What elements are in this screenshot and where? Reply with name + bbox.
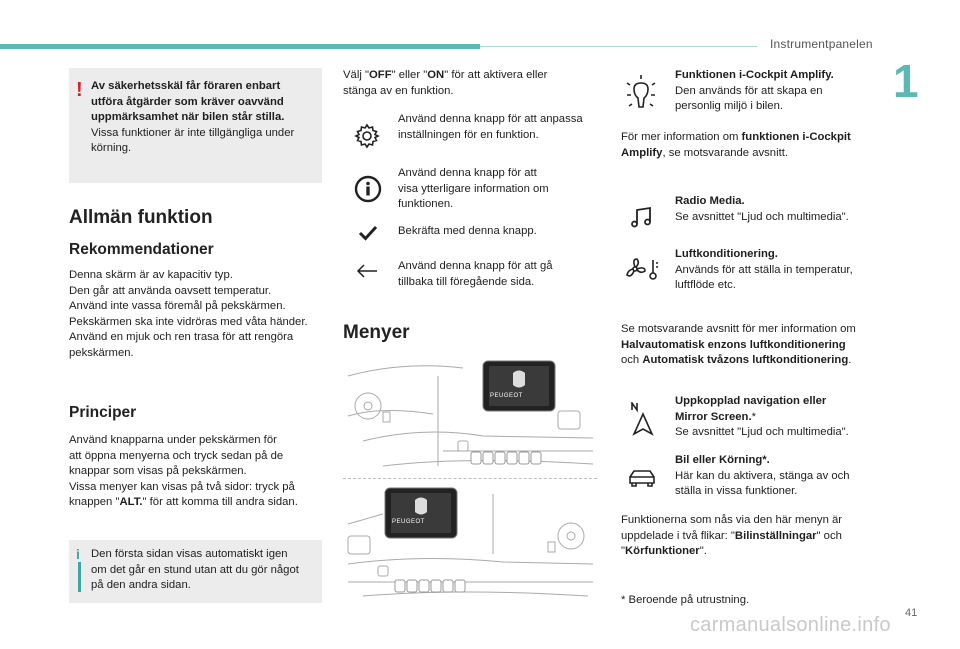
rekommendationer-text	[69, 268, 329, 361]
text-line: Här kan du aktivera, stänga av och	[675, 469, 850, 482]
text-line: Den används för att skapa en	[675, 84, 823, 97]
principer-heading: Principer	[69, 404, 137, 421]
text-fragment: "	[621, 545, 626, 557]
warning-bold-line: uppmärksamhet när bilen står stilla.	[91, 111, 285, 123]
warning-line: Vissa funktioner är inte tillgängliga under	[91, 126, 295, 139]
text-fragment: .	[848, 354, 852, 366]
text-line: luftflöde etc.	[675, 279, 736, 291]
feature-title: Luftkonditionering.	[675, 248, 778, 260]
text-fragment: För mer information om	[621, 131, 742, 143]
info-text	[91, 547, 319, 594]
warning-text	[91, 79, 319, 157]
text-line: knappar som visas på pekskärmen.	[69, 465, 247, 477]
gear-description	[398, 112, 598, 143]
text-fragment: funktionen i-Cockpit	[741, 131, 851, 143]
chapter-number: 1	[893, 55, 919, 107]
menyer-heading: Menyer	[343, 322, 410, 343]
text-line: Den första sidan visas automatiskt igen	[91, 548, 288, 560]
text-line: visa ytterligare information om	[398, 182, 549, 195]
text-line	[343, 68, 593, 84]
i-cockpit-amplify-icon	[624, 73, 658, 117]
text-line: Använd denna knapp för att	[398, 167, 537, 179]
dashboard-illustration-top	[343, 356, 597, 474]
text-line: Vissa menyer kan visas på två sidor: tryck på	[69, 480, 295, 493]
text-line: stänga av en funktion.	[343, 84, 454, 97]
text-line: tillbaka till föregående sida.	[398, 275, 535, 288]
text-fragment: och	[621, 354, 643, 366]
text-line	[621, 146, 881, 162]
header-accent-line	[480, 46, 757, 47]
on-label: ON	[427, 69, 445, 81]
warning-bold-line: Av säkerhetsskäl får föraren enbart	[91, 80, 281, 92]
text-line: Använd inte vassa föremål på pekskärmen.	[69, 300, 286, 312]
back-description	[398, 259, 598, 290]
navigation-arrow-icon	[630, 402, 656, 436]
text-fragment: Välj "	[343, 69, 369, 81]
text-fragment: " eller "	[391, 69, 428, 81]
bil-korning-text	[675, 453, 895, 500]
funktioner-text	[621, 513, 901, 560]
text-line: Funktionerna som nås via den här menyn är	[621, 514, 843, 526]
text-fragment: Amplify	[621, 146, 663, 159]
text-line: pekskärmen.	[69, 346, 134, 359]
settings-gear-icon	[354, 123, 380, 149]
rekommendationer-heading: Rekommendationer	[69, 241, 214, 258]
feature-title: Funktionen i-Cockpit Amplify.	[675, 69, 834, 81]
back-arrow-icon	[356, 262, 378, 280]
text-fragment: , se motsvarande avsnitt.	[662, 146, 789, 159]
text-line: personlig miljö i bilen.	[675, 100, 783, 112]
text-line: funktionen.	[398, 198, 454, 210]
text-line: Använd knapparna under pekskärmen för	[69, 434, 277, 446]
dashboard-illustration-bottom	[343, 484, 597, 604]
text-fragment: " för att komma till andra sidan.	[142, 496, 298, 508]
text-line: Använd en mjuk och ren trasa för att rengöra	[69, 331, 294, 343]
fan-temperature-icon	[624, 256, 660, 282]
radio-media-text	[675, 194, 895, 225]
i-cockpit-text	[675, 68, 895, 115]
text-line: Se avsnittet "Ljud och multimedia".	[675, 210, 849, 223]
car-icon	[627, 468, 657, 488]
klimat-text	[675, 247, 895, 294]
warning-line: körning.	[91, 142, 132, 154]
text-fragment: ".	[699, 545, 707, 557]
text-line	[621, 544, 901, 560]
text-line	[69, 495, 329, 511]
text-line: att öppna menyerna och tryck sedan på de	[69, 449, 284, 462]
text-line: inställningen för en funktion.	[398, 128, 539, 141]
off-label: OFF	[369, 69, 392, 81]
info-description	[398, 166, 598, 213]
text-line: Använd denna knapp för att anpassa	[398, 113, 583, 125]
text-line: Bekräfta med denna knapp.	[398, 225, 537, 237]
checkmark-icon	[358, 225, 378, 241]
feature-title-line	[675, 410, 895, 426]
text-line: Denna skärm är av kapacitiv typ.	[69, 269, 233, 281]
text-line: Använd denna knapp för att gå	[398, 260, 553, 272]
text-line	[621, 353, 901, 369]
text-fragment: Mirror Screen.	[675, 410, 752, 423]
info-circle-icon	[354, 175, 382, 203]
alt-label: ALT.	[119, 496, 143, 508]
warning-icon: !	[76, 79, 83, 101]
warning-bold-line: utföra åtgärder som kräver oavvänd	[91, 95, 284, 108]
text-line: Halvautomatisk enzons luftkonditionering	[621, 338, 846, 351]
valj-text	[343, 68, 593, 99]
screen-brand-top: PEUGEOT	[490, 393, 523, 399]
music-note-icon	[630, 205, 654, 229]
text-fragment: Automatisk tvåzons luftkonditionering	[642, 354, 849, 366]
text-line: Se motsvarande avsnitt för mer information om	[621, 323, 856, 335]
text-line: ställa in vissa funktioner.	[675, 485, 798, 497]
more-info-text	[621, 130, 881, 161]
header-accent-bar	[0, 44, 480, 49]
tab-name: Bilinställningar	[734, 529, 817, 542]
footnote: * Beroende på utrustning.	[621, 594, 750, 606]
text-line: på den andra sidan.	[91, 579, 191, 591]
text-fragment: *	[751, 410, 757, 423]
text-line: Används för att ställa in temperatur,	[675, 263, 853, 276]
screen-brand-bottom: PEUGEOT	[392, 519, 425, 525]
info-icon: i	[76, 546, 80, 562]
text-line: Se avsnittet "Ljud och multimedia".	[675, 426, 849, 438]
text-line: Pekskärmen ska inte vidröras med våta händer.	[69, 315, 308, 328]
feature-title: Uppkopplad navigation eller	[675, 395, 827, 407]
navigation-text	[675, 394, 895, 441]
text-fragment: " och	[816, 529, 842, 542]
text-line: om det går en stund utan att du gör något	[91, 563, 299, 576]
text-fragment: knappen "	[69, 496, 120, 508]
page-number: 41	[905, 607, 918, 619]
section-title: Instrumentpanelen	[770, 37, 873, 51]
tab-name: Körfunktioner	[625, 545, 700, 557]
feature-title: Bil eller Körning*.	[675, 454, 770, 466]
feature-title: Radio Media.	[675, 195, 745, 207]
check-description	[398, 224, 598, 240]
text-fragment: " för att aktivera eller	[444, 69, 548, 81]
illustration-divider	[343, 478, 597, 479]
se-motsvarande-text	[621, 322, 901, 369]
watermark: carmanualsonline.info	[690, 614, 891, 636]
text-line: Den går att använda oavsett temperatur.	[69, 284, 272, 297]
info-box-accent	[78, 562, 81, 592]
principer-text	[69, 433, 329, 511]
text-fragment: uppdelade i två flikar: "	[621, 529, 735, 542]
text-line	[621, 529, 901, 545]
text-line	[621, 130, 881, 146]
allman-heading: Allmän funktion	[69, 207, 213, 228]
